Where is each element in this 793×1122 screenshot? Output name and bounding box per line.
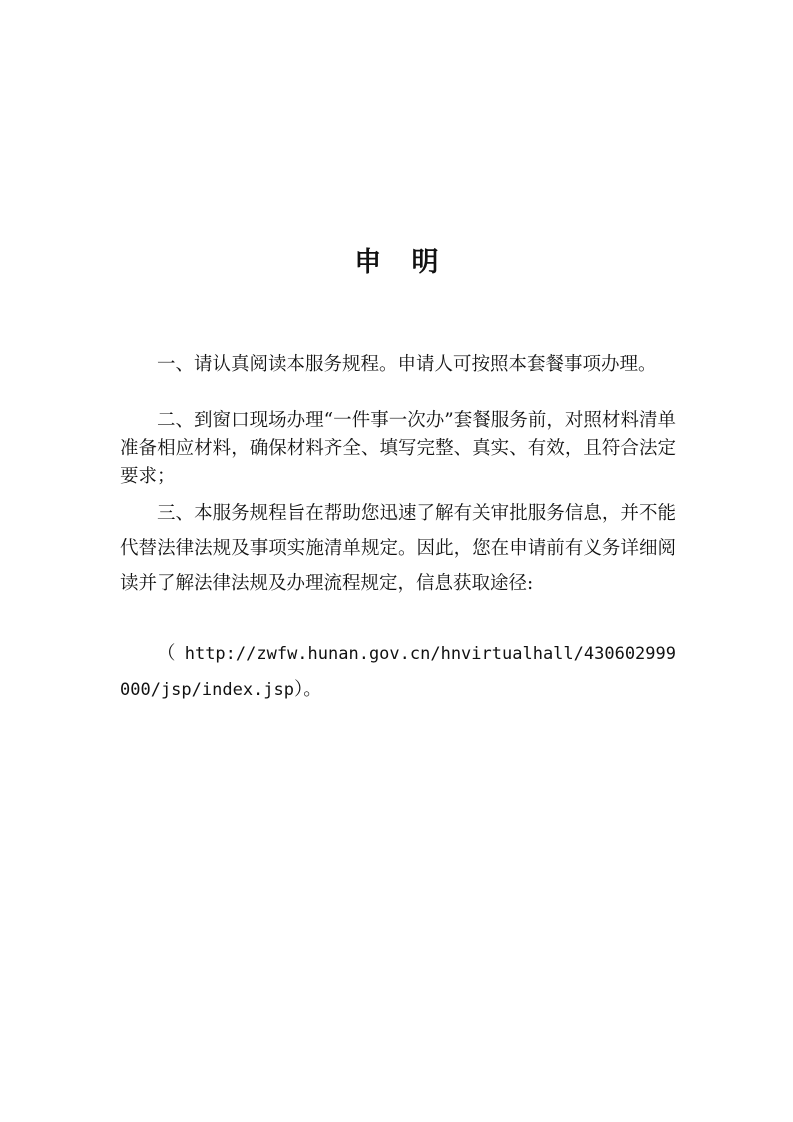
url-paragraph [120, 636, 676, 708]
url-open-paren: （ [157, 643, 185, 664]
paragraph-3: 三、本服务规程旨在帮助您迅速了解有关审批服务信息，并不能代替法律法规及事项实施清单规定。因此，您在申请前有义务详细阅读并了解法律法规及办理流程规定，信息获取途径: [120, 503, 676, 594]
url-close-paren: ）。 [294, 679, 322, 700]
service-portal-link[interactable]: http://zwfw.hunan.gov.cn/hnvirtualhall/430602999000/jsp/index.jsp [120, 644, 676, 700]
paragraph-2: 二、到窗口现场办理“一件事一次办”套餐服务前，对照材料清单准备相应材料，确保材料齐全、填写完整、真实、有效，且符合法定要求； [120, 410, 676, 487]
page-title [0, 240, 793, 279]
paragraph-1: 一、请认真阅读本服务规程。申请人可按照本套餐事项办理。 [157, 354, 657, 375]
title-char-1: 申 [354, 247, 382, 278]
title-char-2: 明 [411, 247, 439, 278]
